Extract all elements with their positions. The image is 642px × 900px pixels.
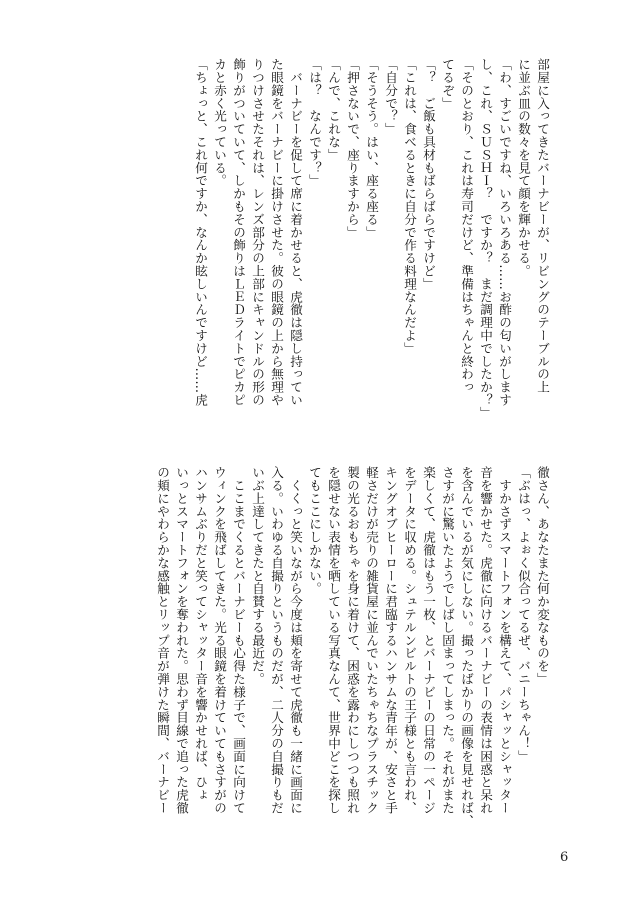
text-line: 飾りがついていて、しかもその飾りはＬＥＤライトでピカピ [231,58,246,407]
text-line: を隠せない表情を晒している写真なんて、世界中どこを探し [326,466,341,815]
text-line: 「ちょっと、これ何ですか、なんか眩しいんですけど……虎 [193,58,208,407]
text-line: 「？ ご飯も具材もばらばらですけど」 [421,58,436,291]
text-line: ここまでくるとバーナビーも心得た様子で、画面に向けて [231,466,246,815]
text-line: 「そのとおり、これは寿司だけど、準備はちゃんと終わっ [459,58,474,394]
text-line: をデータに収める。シュテルンビルトの王子様とも言われ、 [402,466,417,815]
text-line: いっとスマートフォンを奪われた。思わず目線で追った虎徹 [174,466,189,815]
text-line: てもここにしかない。 [307,466,322,595]
text-block-upper [87,58,552,440]
text-line: 「んで、これな」 [326,58,341,162]
text-line: くくっと笑いながら今度は頬を寄せて虎徹も一緒に画面に [288,466,303,815]
text-line: 徹さん、あなたまた何か変なものを」 [535,466,550,686]
page-number: 6 [560,850,569,865]
text-line: 「押さないで、座りますから」 [345,58,360,239]
text-line: 「自分で？」 [383,58,398,136]
text-line: 入る。いわゆる自撮りというものだが、二人分の自撮りもだ [269,466,284,815]
text-line: バーナビーを促して席に着かせると、虎徹は隠し持ってい [288,58,303,407]
text-line: ウィンクを飛ばしてきた。光る眼鏡を着けていてもさすがの [212,466,227,815]
text-line: さすがに驚いたようでしばし固まってしまった。それがまた [440,466,455,815]
text-line: 部屋に入ってきたバーナビーが、リビングのテーブルの上 [535,58,550,394]
text-line: に並ぶ皿の数々を見て顔を輝かせる。 [516,58,531,278]
text-line: すかさずスマートフォンを構えて、パシャッとシャッター [497,466,512,815]
text-line: の頬にやわらかな感触とリップ音が弾けた瞬間、バーナビー [155,466,170,815]
text-line: いぶ上達してきたと自賛する最近だ。 [250,466,265,686]
text-line: 「そうそう。はい、座る座る」 [364,58,379,239]
text-line: 軽さだけが売りの雑貨屋に並んでいたちゃちなプラスチック [364,466,379,815]
text-line: ハンサムぶりだと笑ってシャッター音を響かせれば、ひょ [193,466,208,802]
text-line: 「これは、食べるときに自分で作る料理なんだよ」 [402,58,417,355]
text-line: てるぞ」 [440,58,455,110]
text-line: 「ぶはっ、よぉく似合ってるぜ、バニーちゃん！」 [516,466,531,763]
text-line: キングオブヒーローに君臨するハンサムな青年が、安さと手 [383,466,398,815]
text-line: カと赤く光っている。 [212,58,227,187]
text-line: 音を響かせた。虎徹に向けるバーナビーの表情は困惑と呆れ [478,466,493,815]
text-line: りつけさせたそれは、レンズ部分の上部にキャンドルの形の [250,58,265,407]
text-line: 「は？ なんです？」 [307,58,322,187]
text-block-lower [87,466,552,828]
text-line: し、これ、ＳＵＳＨＩ？ ですか？ まだ調理中でしたか？」 [478,58,493,420]
text-line: 製の光るおもちゃを身に着けて、困惑を露わにしつつも照れ [345,466,360,815]
text-line: を含んでいるが気にしない。撮ったばかりの画像を見せれば、 [459,466,474,828]
text-line: た眼鏡をバーナビーに掛けさせた。彼の眼鏡の上から無理や [269,58,284,407]
text-line: 楽しくて、虎徹はもう一枚、とバーナビーの日常の一ページ [421,466,436,815]
text-line: 「わ、すごいですね、いろいろある……お酢の匂いがします [497,58,512,407]
